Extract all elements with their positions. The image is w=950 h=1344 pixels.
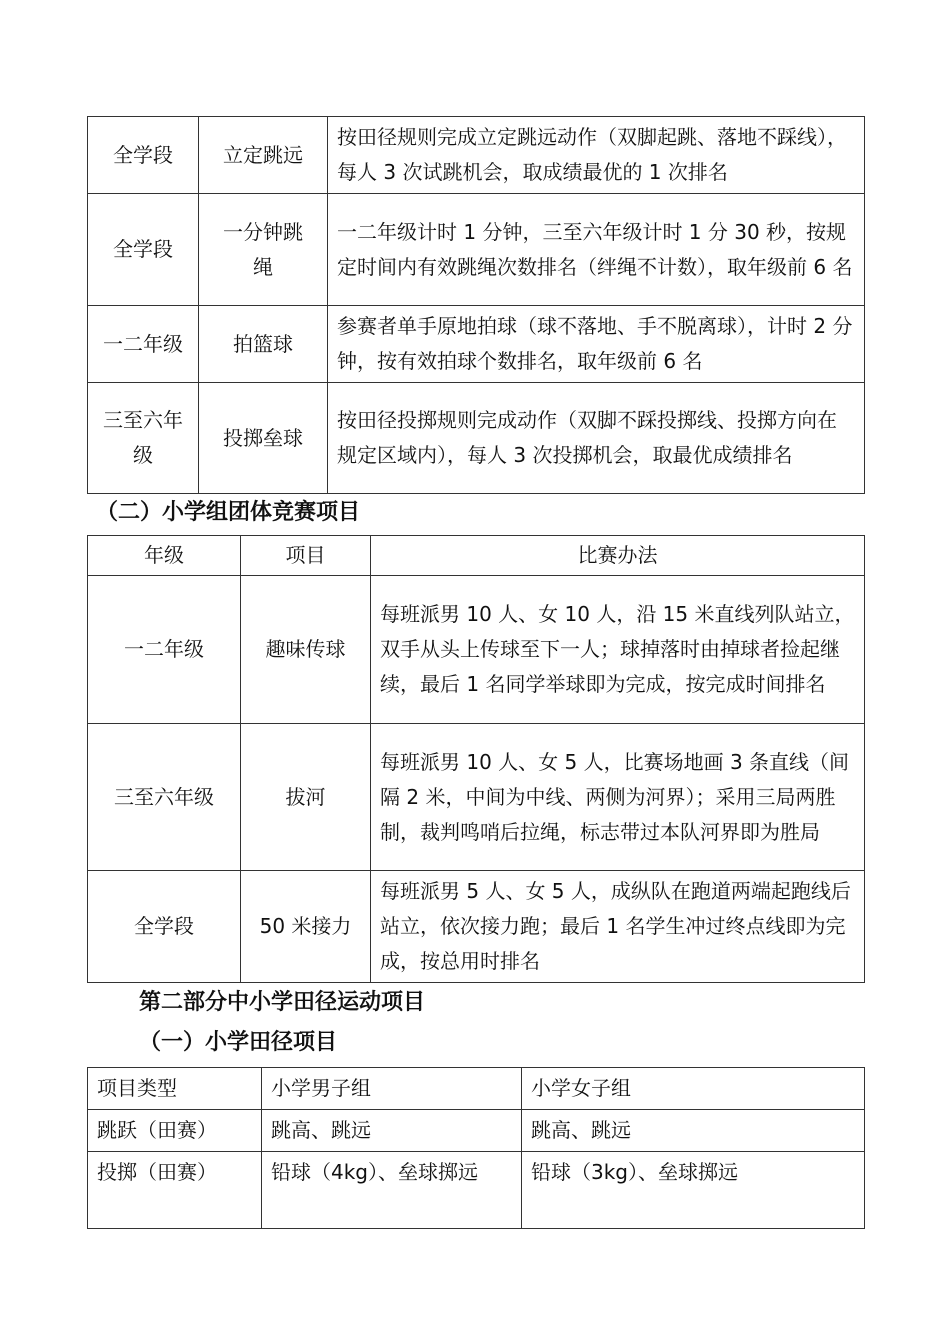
method-cell: 每班派男 5 人、女 5 人，成纵队在跑道两端起跑线后站立，依次接力跑；最后 1 名学生冲过终点线即为完成，按总用时排名 — [371, 871, 865, 983]
grade-cell: 一二年级 — [88, 306, 199, 383]
table-row — [88, 117, 865, 194]
table-row — [88, 1110, 865, 1152]
girls-cell: 跳高、跳远 — [522, 1110, 865, 1152]
table-header-row — [88, 1068, 865, 1110]
type-cell: 跳跃（田赛） — [88, 1110, 262, 1152]
table-row — [88, 306, 865, 383]
primary-athletics-table — [87, 1067, 865, 1229]
type-cell: 投掷（田赛） — [88, 1152, 262, 1229]
method-cell: 一二年级计时 1 分钟，三至六年级计时 1 分 30 秒，按规定时间内有效跳绳次数排名（绊绳不计数），取年级前 6 名 — [328, 194, 865, 306]
grade-cell: 三至六年级 — [88, 724, 241, 871]
header-girls: 小学女子组 — [522, 1068, 865, 1110]
grade-cell: 一二年级 — [88, 576, 241, 724]
item-cell: 拔河 — [241, 724, 371, 871]
header-item: 项目 — [241, 536, 371, 576]
section-heading-primary: （一）小学田径项目 — [139, 1030, 338, 1055]
method-cell: 每班派男 10 人、女 10 人，沿 15 米直线列队站立，双手从头上传球至下一人；球掉落时由掉球者捡起继续，最后 1 名同学举球即为完成，按完成时间排名 — [371, 576, 865, 724]
header-grade: 年级 — [88, 536, 241, 576]
section-heading-team: （二）小学组团体竞赛项目 — [96, 500, 361, 525]
item-cell: 立定跳远 — [199, 117, 328, 194]
item-cell: 投掷垒球 — [199, 383, 328, 494]
table-row — [88, 871, 865, 983]
item-cell: 趣味传球 — [241, 576, 371, 724]
team-events-table — [87, 535, 865, 983]
item-cell: 一分钟跳绳 — [199, 194, 328, 306]
grade-cell: 三至六年级 — [88, 383, 199, 494]
grade-cell: 全学段 — [88, 117, 199, 194]
header-boys: 小学男子组 — [262, 1068, 522, 1110]
grade-cell: 全学段 — [88, 871, 241, 983]
girls-cell: 铅球（3kg）、垒球掷远 — [522, 1152, 865, 1229]
header-type: 项目类型 — [88, 1068, 262, 1110]
table-row — [88, 724, 865, 871]
method-cell: 参赛者单手原地拍球（球不落地、手不脱离球），计时 2 分钟，按有效拍球个数排名，取年级前 6 名 — [328, 306, 865, 383]
grade-cell: 全学段 — [88, 194, 199, 306]
table-row — [88, 194, 865, 306]
item-cell: 50 米接力 — [241, 871, 371, 983]
header-method: 比赛办法 — [371, 536, 865, 576]
table-row — [88, 576, 865, 724]
table-row — [88, 1152, 865, 1229]
method-cell: 按田径规则完成立定跳远动作（双脚起跳、落地不踩线），每人 3 次试跳机会，取成绩最优的 1 次排名 — [328, 117, 865, 194]
item-cell: 拍篮球 — [199, 306, 328, 383]
boys-cell: 铅球（4kg）、垒球掷远 — [262, 1152, 522, 1229]
boys-cell: 跳高、跳远 — [262, 1110, 522, 1152]
part-heading: 第二部分中小学田径运动项目 — [139, 990, 426, 1015]
method-cell: 按田径投掷规则完成动作（双脚不踩投掷线、投掷方向在规定区域内），每人 3 次投掷机会，取最优成绩排名 — [328, 383, 865, 494]
individual-events-table — [87, 116, 865, 494]
table-row — [88, 383, 865, 494]
table-header-row — [88, 536, 865, 576]
method-cell: 每班派男 10 人、女 5 人，比赛场地画 3 条直线（间隔 2 米，中间为中线、两侧为河界）；采用三局两胜制，裁判鸣哨后拉绳，标志带过本队河界即为胜局 — [371, 724, 865, 871]
